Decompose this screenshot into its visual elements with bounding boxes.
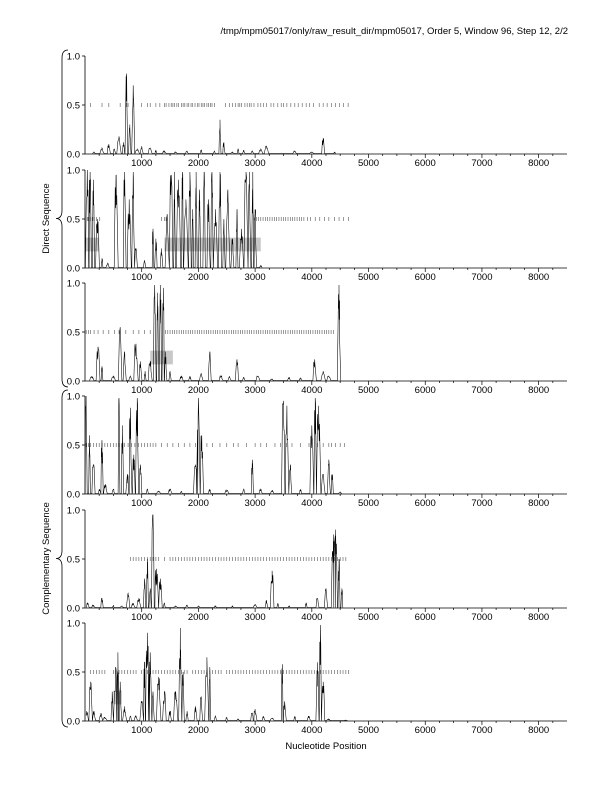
x-tick-label: 3000 — [244, 498, 266, 509]
x-tick-label: 8000 — [528, 498, 550, 509]
y-tick-label: 1.0 — [66, 505, 80, 517]
y-tick-label: 0.0 — [66, 149, 80, 161]
x-tick-label: 2000 — [187, 272, 209, 283]
x-tick-label: 3000 — [244, 158, 266, 169]
x-tick-label: 2000 — [187, 725, 209, 736]
sequence-groups — [41, 50, 68, 727]
y-tick-label: 0.0 — [66, 263, 80, 275]
x-tick-label: 3000 — [244, 612, 266, 623]
x-tick-label: 8000 — [528, 158, 550, 169]
x-tick-label: 6000 — [414, 272, 436, 283]
coding-potential-line — [86, 515, 342, 608]
x-tick-label: 1000 — [131, 272, 153, 283]
y-tick-label: 0.5 — [66, 554, 80, 566]
x-tick-label: 7000 — [471, 498, 493, 509]
panel-2 — [67, 166, 567, 284]
x-tick-label: 5000 — [357, 612, 380, 623]
coding-potential-line — [85, 170, 262, 268]
x-tick-label: 8000 — [528, 385, 550, 396]
x-tick-label: 1000 — [131, 612, 153, 623]
y-tick-label: 0.5 — [66, 440, 80, 452]
x-tick-label: 5000 — [357, 158, 380, 169]
y-tick-label: 0.0 — [66, 489, 80, 501]
x-tick-label: 7000 — [471, 385, 493, 396]
plot-header: /tmp/mpm05017/only/raw_result_dir/mpm05017, Order 5, Window 96, Step 12, 2/2 — [220, 26, 568, 37]
x-tick-label: 4000 — [301, 272, 323, 283]
x-tick-label: 7000 — [471, 158, 493, 169]
x-tick-label: 6000 — [414, 158, 436, 169]
x-tick-label: 6000 — [414, 612, 436, 623]
orf-region — [85, 238, 99, 252]
group-label: Complementary Sequence — [41, 502, 52, 615]
x-tick-label: 5000 — [357, 498, 380, 509]
y-tick-label: 0.5 — [66, 100, 80, 112]
x-tick-label: 8000 — [528, 725, 550, 736]
orf-region — [164, 238, 260, 252]
panel-6 — [67, 619, 567, 737]
x-tick-label: 2000 — [187, 612, 209, 623]
x-tick-label: 8000 — [528, 272, 550, 283]
x-tick-label: 5000 — [357, 385, 380, 396]
x-axis-label: Nucleotide Position — [285, 741, 367, 752]
x-tick-label: 4000 — [301, 385, 323, 396]
coding-potential-line — [85, 396, 342, 494]
panel-1 — [67, 52, 567, 170]
x-tick-label: 3000 — [244, 385, 266, 396]
x-tick-label: 6000 — [414, 498, 436, 509]
y-tick-label: 0.5 — [66, 327, 80, 339]
x-tick-label: 1000 — [131, 385, 153, 396]
group-label: Direct Sequence — [41, 183, 52, 254]
y-tick-label: 1.0 — [66, 165, 80, 177]
x-tick-label: 5000 — [357, 725, 380, 736]
coding-potential-line — [86, 625, 348, 721]
y-tick-label: 0.0 — [66, 716, 80, 728]
panel-4 — [67, 392, 567, 510]
panel-3 — [67, 279, 567, 397]
x-tick-label: 4000 — [301, 158, 323, 169]
y-tick-label: 1.0 — [66, 278, 80, 290]
y-tick-label: 0.5 — [66, 214, 80, 226]
y-tick-label: 0.5 — [66, 667, 80, 679]
x-tick-label: 1000 — [131, 725, 153, 736]
y-tick-label: 0.0 — [66, 376, 80, 388]
x-tick-label: 7000 — [471, 272, 493, 283]
panel-5 — [67, 506, 567, 624]
x-tick-label: 4000 — [301, 498, 323, 509]
x-tick-label: 7000 — [471, 725, 493, 736]
y-tick-label: 1.0 — [66, 618, 80, 630]
x-tick-label: 6000 — [414, 725, 436, 736]
x-tick-label: 4000 — [301, 612, 323, 623]
x-tick-label: 4000 — [301, 725, 323, 736]
x-tick-label: 1000 — [131, 498, 153, 509]
coding-potential-line — [93, 74, 336, 154]
y-tick-label: 1.0 — [66, 51, 80, 63]
x-tick-label: 1000 — [131, 158, 153, 169]
x-tick-label: 7000 — [471, 612, 493, 623]
y-tick-label: 0.0 — [66, 603, 80, 615]
x-tick-label: 3000 — [244, 272, 266, 283]
reading-frame-panels — [67, 52, 567, 737]
x-tick-label: 2000 — [187, 498, 209, 509]
x-tick-label: 3000 — [244, 725, 266, 736]
x-tick-label: 5000 — [357, 272, 380, 283]
x-tick-label: 2000 — [187, 158, 209, 169]
x-tick-label: 8000 — [528, 612, 550, 623]
y-tick-label: 1.0 — [66, 391, 80, 403]
x-tick-label: 6000 — [414, 385, 436, 396]
x-tick-label: 2000 — [187, 385, 209, 396]
